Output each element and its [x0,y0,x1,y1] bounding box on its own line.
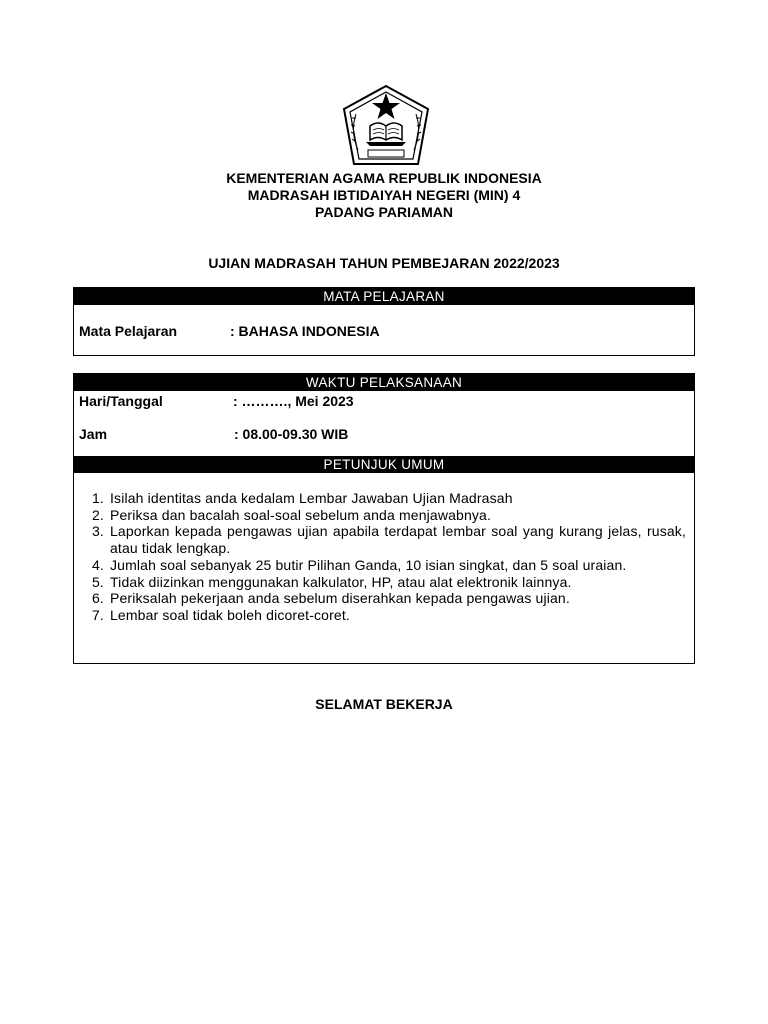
subject-heading: MATA PELAJARAN [74,288,694,305]
subject-box [73,287,695,356]
schedule-heading: WAKTU PELAKSANAAN [74,374,694,391]
date-label: Hari/Tanggal [79,393,163,409]
schedule-instructions-box [73,373,695,664]
time-value: : 08.00-09.30 WIB [234,426,349,442]
school-name: MADRASAH IBTIDAIYAH NEGERI (MIN) 4 [247,187,521,203]
instruction-item: 5. Tidak diizinkan menggunakan kalkulator, HP, atau alat elektronik lainnya. [108,574,686,591]
date-value: : ………., Mei 2023 [233,393,354,409]
closing-message: SELAMAT BEKERJA [315,696,453,712]
subject-label: Mata Pelajaran [79,323,178,339]
region-name: PADANG PARIAMAN [315,204,453,220]
kemenag-emblem-logo [340,84,432,176]
ministry-name: KEMENTERIAN AGAMA REPUBLIK INDONESIA [226,170,542,186]
instruction-item: 7. Lembar soal tidak boleh dicoret-coret. [108,607,686,624]
instruction-item: 2. Periksa dan bacalah soal-soal sebelum anda menjawabnya. [108,507,686,524]
subject-value: : BAHASA INDONESIA [230,323,380,339]
exam-title: UJIAN MADRASAH TAHUN PEMBEJARAN 2022/2023 [208,255,560,271]
instructions-list [74,490,686,624]
instruction-item: 6. Periksalah pekerjaan anda sebelum diserahkan kepada pengawas ujian. [108,590,686,607]
instruction-item: 3. Laporkan kepada pengawas ujian apabila terdapat lembar soal yang kurang jelas, rusak, atau tidak lengkap. [108,523,686,556]
instructions-list-container [74,490,686,624]
instructions-heading: PETUNJUK UMUM [74,456,694,473]
time-label: Jam [79,426,108,442]
instruction-item: 1. Isilah identitas anda kedalam Lembar Jawaban Ujian Madrasah [108,490,686,507]
instruction-item: 4. Jumlah soal sebanyak 25 butir Pilihan Ganda, 10 isian singkat, dan 5 soal uraian. [108,557,686,574]
